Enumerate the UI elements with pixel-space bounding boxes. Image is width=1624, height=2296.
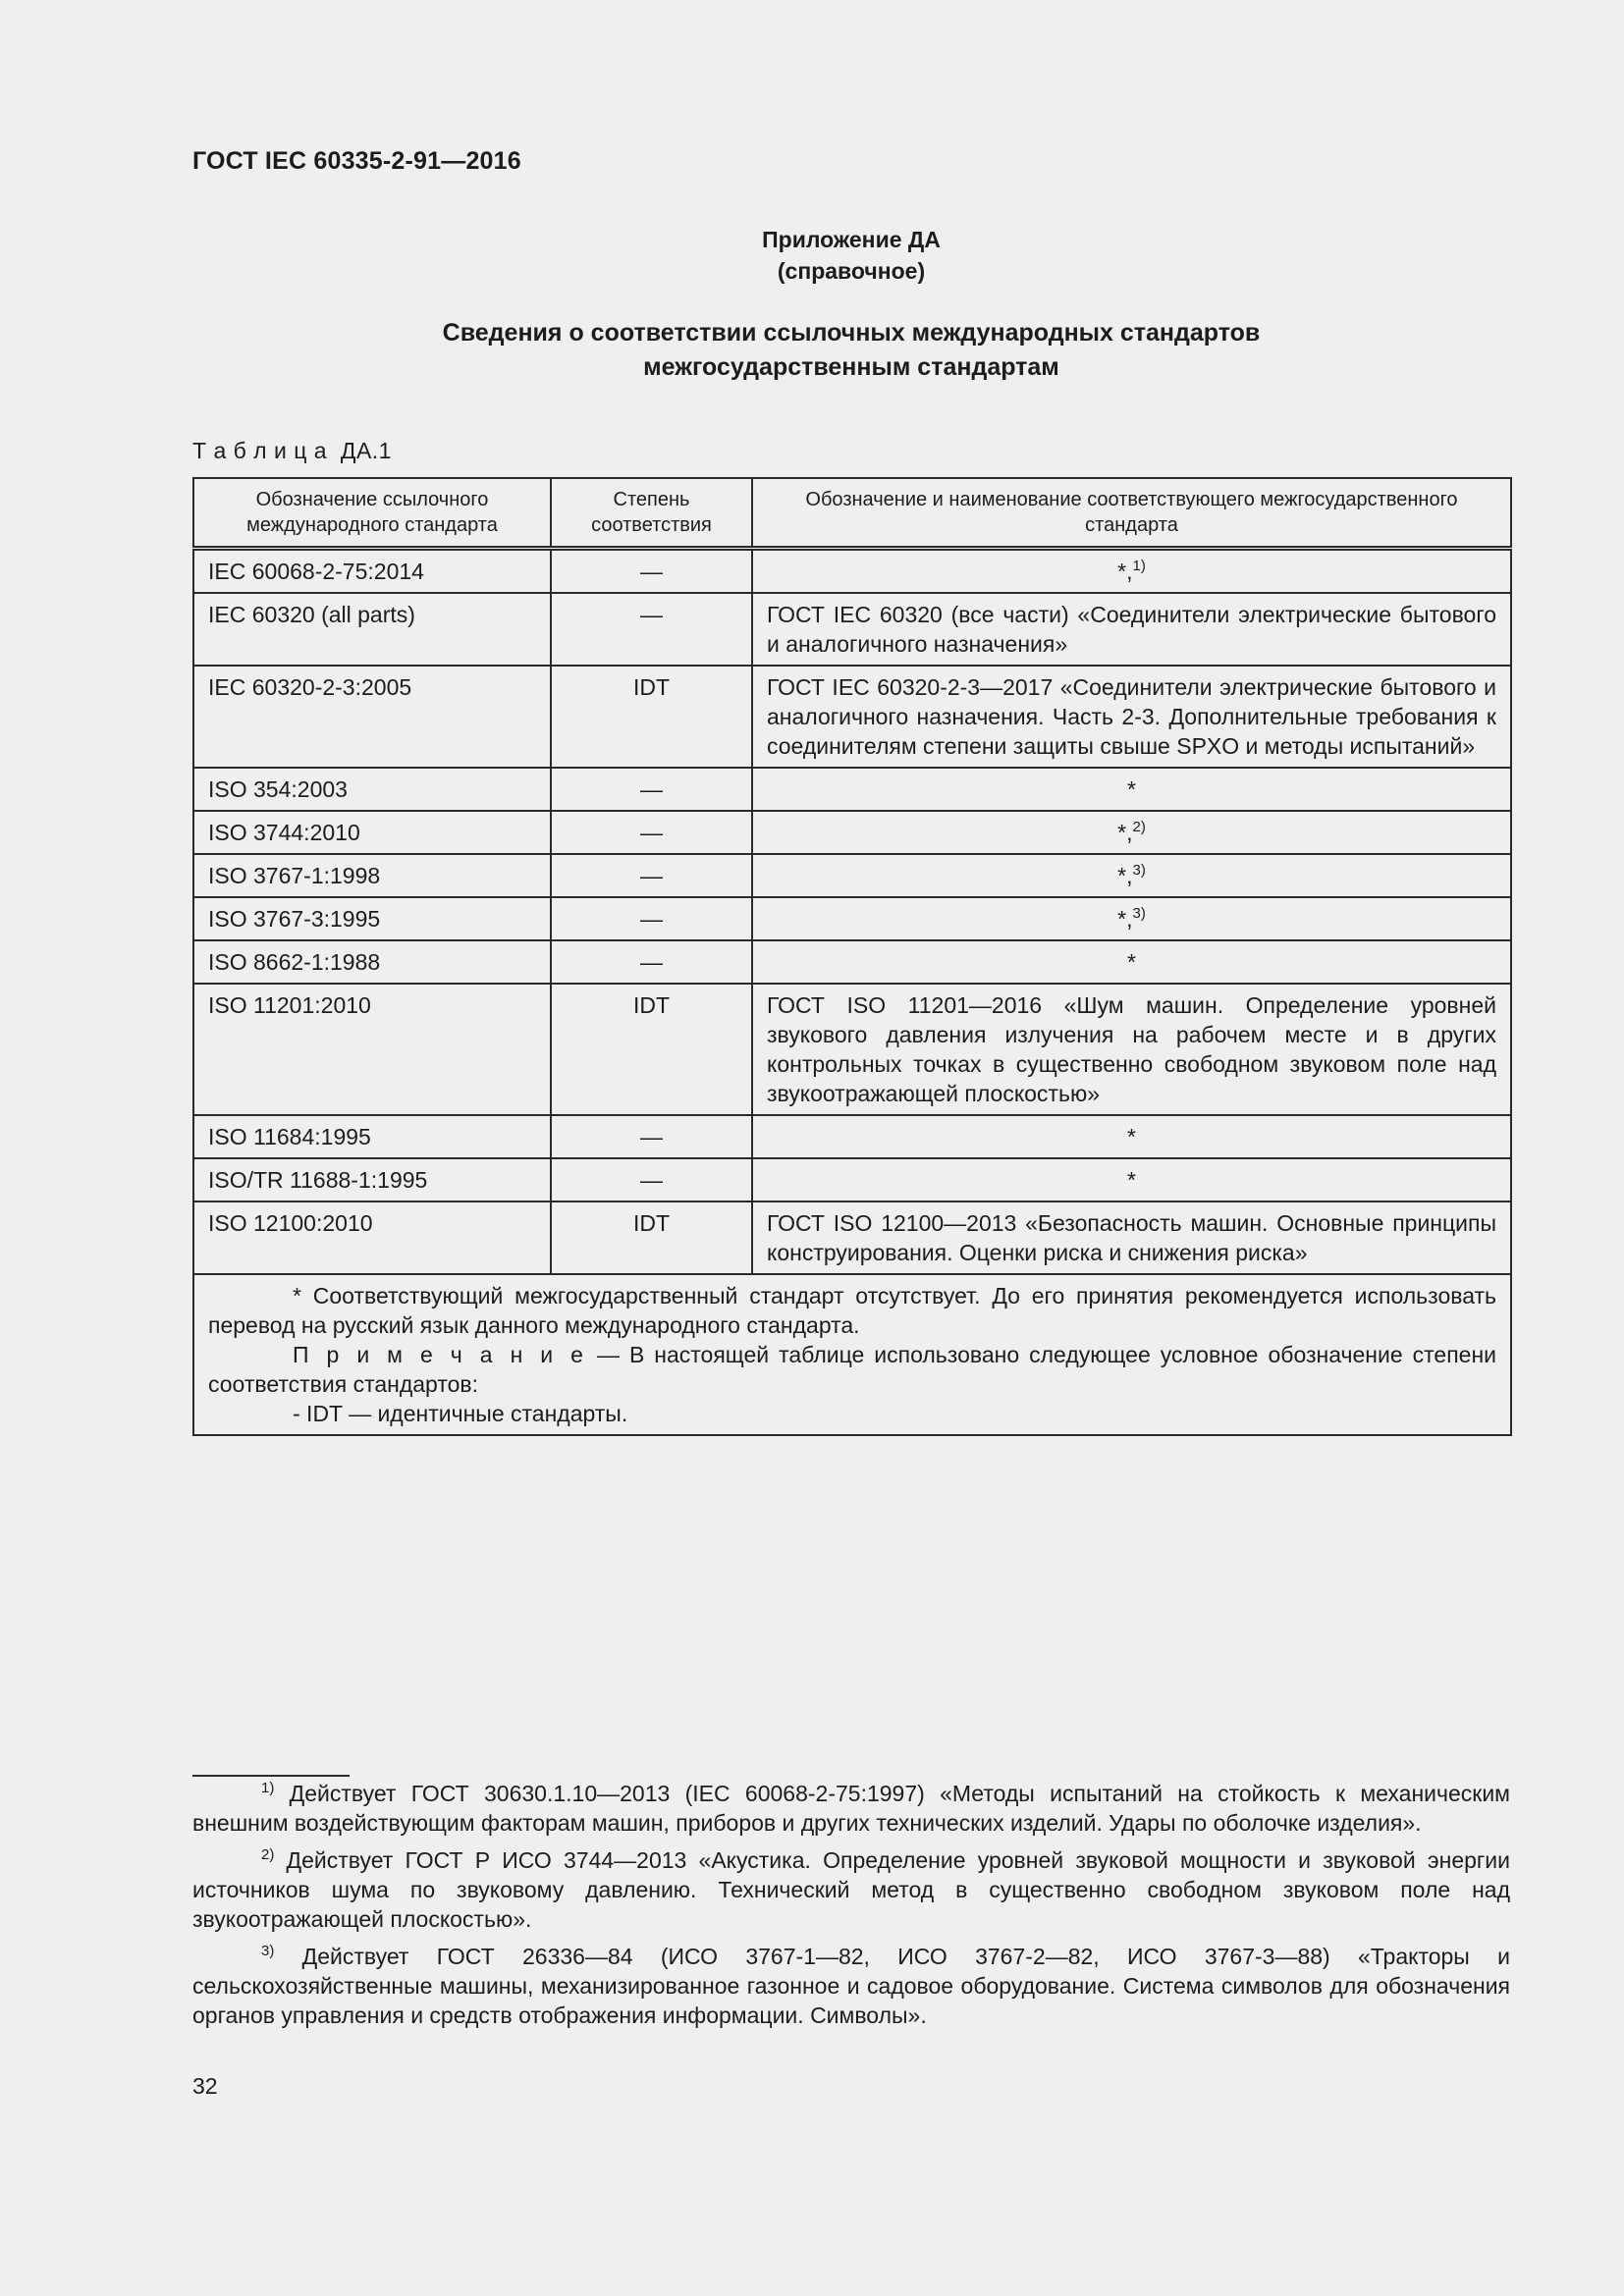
- standard-cell: ISO 354:2003: [193, 768, 551, 811]
- standard-cell: IEC 60320 (all parts): [193, 593, 551, 666]
- standard-cell: ISO 8662-1:1988: [193, 940, 551, 984]
- footnote-separator: [192, 1775, 350, 1777]
- table-row: [193, 1158, 1511, 1201]
- degree-cell: —: [551, 897, 752, 940]
- table-row: [193, 854, 1511, 897]
- table-row: [193, 666, 1511, 768]
- asterisk-mark: *: [1127, 1167, 1136, 1193]
- table-row: [193, 1115, 1511, 1158]
- table-row: [193, 549, 1511, 594]
- standard-cell: ISO 3767-1:1998: [193, 854, 551, 897]
- interstate-standard-cell: [752, 549, 1511, 594]
- interstate-standard-cell: ГОСТ ISO 12100—2013 «Безопасность машин. Основные принципы конструирования. Оценки риска и снижения риска»: [752, 1201, 1511, 1274]
- interstate-standard-cell: [752, 897, 1511, 940]
- degree-cell: —: [551, 549, 752, 594]
- degree-cell: —: [551, 1115, 752, 1158]
- standard-cell: ISO 11201:2010: [193, 984, 551, 1115]
- footnote-1: [192, 1779, 1510, 1838]
- standard-cell: ISO 3767-3:1995: [193, 897, 551, 940]
- asterisk-mark: *,: [1117, 559, 1133, 584]
- table-row: [193, 811, 1511, 854]
- footnote-number: 2): [261, 1846, 275, 1863]
- section-title-line-2: межгосударственным стандартам: [643, 353, 1059, 381]
- section-title: [192, 316, 1510, 385]
- interstate-standard-cell: [752, 1115, 1511, 1158]
- interstate-standard-cell: ГОСТ ISO 11201—2016 «Шум машин. Определение уровней звукового давления излучения на рабочем месте и в других контрольных точках в существенно свободном звуковом поле над звукоотражающей плоскостью»: [752, 984, 1511, 1115]
- table-row: [193, 593, 1511, 666]
- standard-cell: ISO 12100:2010: [193, 1201, 551, 1274]
- standard-cell: ISO 11684:1995: [193, 1115, 551, 1158]
- degree-cell: —: [551, 811, 752, 854]
- standards-correspondence-table: [192, 477, 1512, 1436]
- footnote-ref: 2): [1132, 819, 1146, 835]
- table-notes-cell: [193, 1274, 1511, 1435]
- column-header-interstate-standard: Обозначение и наименование соответствующего межгосударственного стандарта: [752, 478, 1511, 549]
- footnote-2: [192, 1845, 1510, 1934]
- table-notes-row: [193, 1274, 1511, 1435]
- degree-cell: —: [551, 1158, 752, 1201]
- degree-cell: IDT: [551, 666, 752, 768]
- annex-subtitle: (справочное): [777, 258, 926, 284]
- table-row: [193, 940, 1511, 984]
- interstate-standard-cell: [752, 854, 1511, 897]
- page-number: 32: [192, 2073, 218, 2099]
- asterisk-mark: *: [1127, 949, 1136, 975]
- degree-cell: —: [551, 593, 752, 666]
- standard-cell: IEC 60320-2-3:2005: [193, 666, 551, 768]
- standard-cell: IEC 60068-2-75:2014: [193, 549, 551, 594]
- section-title-line-1: Сведения о соответствии ссылочных международных стандартов: [442, 319, 1261, 347]
- note-label: П р и м е ч а н и е: [293, 1342, 587, 1367]
- footnote-3: [192, 1942, 1510, 2030]
- footnote-ref: 3): [1132, 905, 1146, 922]
- column-header-degree: Степень соответствия: [551, 478, 752, 549]
- interstate-standard-cell: [752, 768, 1511, 811]
- degree-cell: IDT: [551, 1201, 752, 1274]
- table-row: [193, 984, 1511, 1115]
- asterisk-mark: *,: [1117, 906, 1133, 932]
- annex-heading: [192, 224, 1510, 287]
- note-text: — В настоящей таблице использовано следующее условное обозначение степени соответствия стандартов:: [208, 1342, 1496, 1397]
- table-row: [193, 1201, 1511, 1274]
- footnote-ref: 3): [1132, 862, 1146, 879]
- degree-cell: —: [551, 854, 752, 897]
- footnote-number: 3): [261, 1943, 275, 1959]
- footnote-ref: 1): [1132, 558, 1146, 574]
- idt-definition: - IDT — идентичные стандарты.: [293, 1401, 628, 1426]
- degree-cell: —: [551, 940, 752, 984]
- column-header-international-standard: Обозначение ссылочного международного стандарта: [193, 478, 551, 549]
- table-header-row: [193, 478, 1511, 549]
- footnote-text: Действует ГОСТ Р ИСО 3744—2013 «Акустика. Определение уровней звуковой мощности и звуковой энергии источников шума по звуковому давлению. Технический метод в существенно свободном звуковом поле над звукоотражающей плоскостью».: [192, 1847, 1510, 1932]
- asterisk-note: * Соответствующий межгосударственный стандарт отсутствует. До его принятия рекомендуется использовать перевод на русский язык данного международного стандарта.: [208, 1283, 1496, 1338]
- table-row: [193, 897, 1511, 940]
- standard-cell: ISO 3744:2010: [193, 811, 551, 854]
- table-row: [193, 768, 1511, 811]
- interstate-standard-cell: [752, 940, 1511, 984]
- interstate-standard-cell: ГОСТ IEC 60320-2-3—2017 «Соединители электрические бытового и аналогичного назначения. Часть 2-3. Дополнительные требования к соединителям степени защиты свыше SPXO и методы испытаний»: [752, 666, 1511, 768]
- table-note: [208, 1340, 1496, 1399]
- interstate-standard-cell: ГОСТ IEC 60320 (все части) «Соединители электрические бытового и аналогичного назначения»: [752, 593, 1511, 666]
- interstate-standard-cell: [752, 1158, 1511, 1201]
- footnotes: [192, 1779, 1510, 2038]
- standards-table-wrapper: [192, 477, 1510, 1436]
- footnote-text: Действует ГОСТ 30630.1.10—2013 (IEC 60068-2-75:1997) «Методы испытаний на стойкость к механическим внешним воздействующим факторам машин, приборов и других технических изделий. Удары по оболочке изделия».: [192, 1781, 1510, 1836]
- degree-cell: —: [551, 768, 752, 811]
- interstate-standard-cell: [752, 811, 1511, 854]
- annex-title: Приложение ДА: [762, 227, 941, 252]
- degree-cell: IDT: [551, 984, 752, 1115]
- standard-cell: ISO/TR 11688-1:1995: [193, 1158, 551, 1201]
- document-code-header: ГОСТ IEC 60335-2-91—2016: [192, 147, 521, 175]
- asterisk-mark: *: [1127, 776, 1136, 802]
- asterisk-mark: *,: [1117, 820, 1133, 845]
- asterisk-mark: *: [1127, 1124, 1136, 1149]
- table-label: Т а б л и ц а ДА.1: [192, 438, 392, 463]
- footnote-number: 1): [261, 1780, 275, 1796]
- asterisk-mark: *,: [1117, 863, 1133, 888]
- footnote-text: Действует ГОСТ 26336—84 (ИСО 3767-1—82, ИСО 3767-2—82, ИСО 3767-3—88) «Тракторы и сельскохозяйственные машины, механизированное газонное и садовое оборудование. Система символов для обозначения органов управления и средств отображения информации. Символы».: [192, 1944, 1510, 2028]
